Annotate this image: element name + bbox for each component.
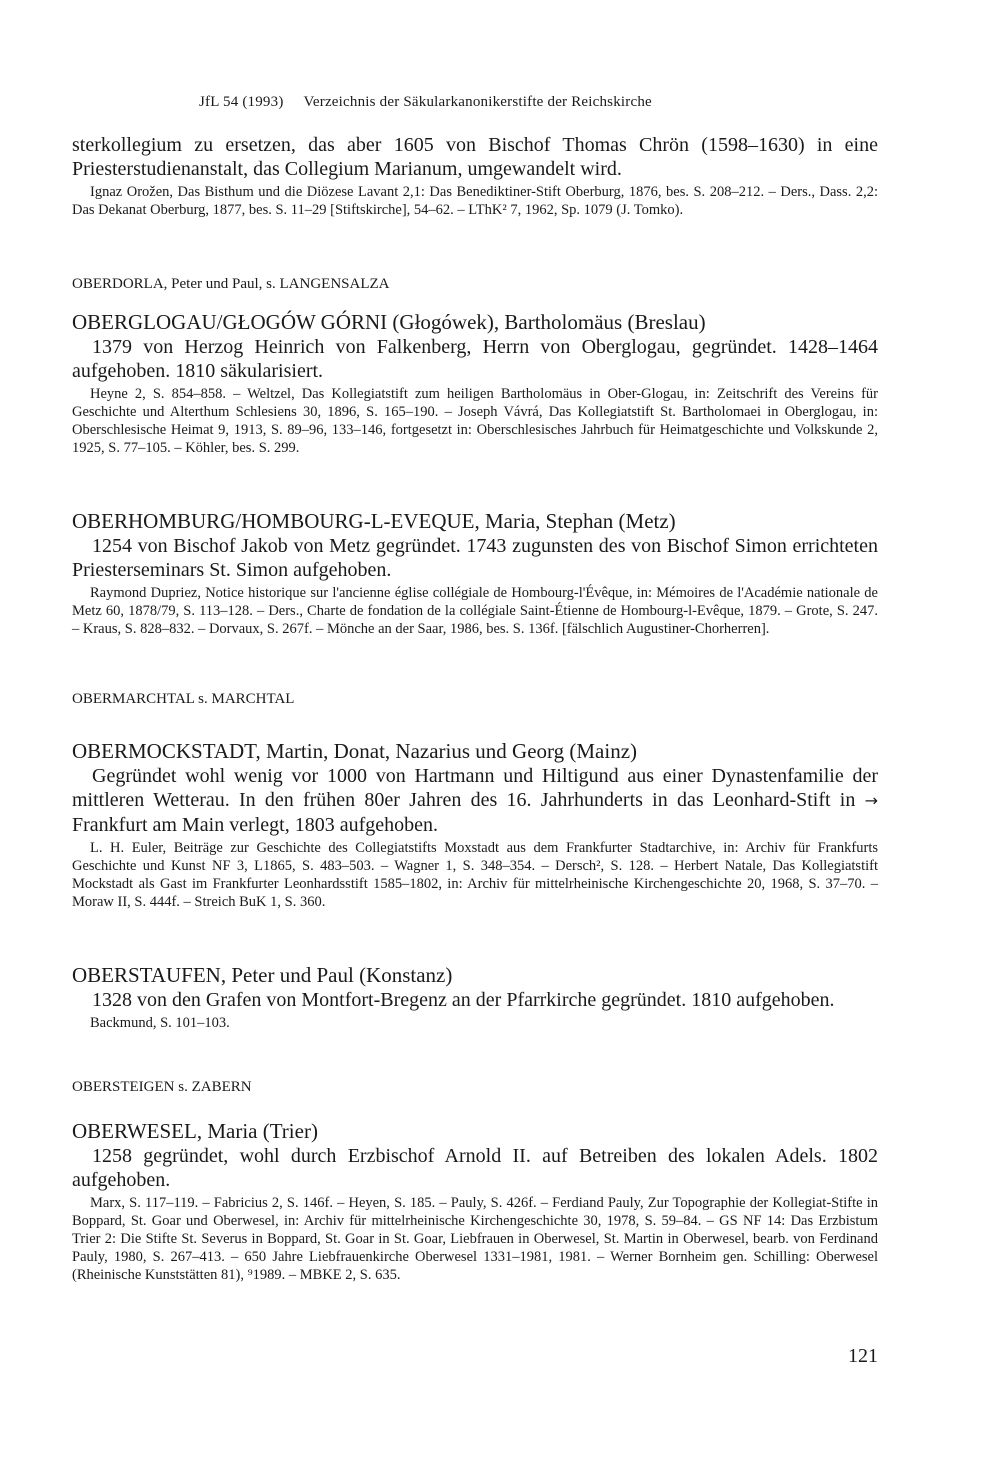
entry-obermockstadt (72, 738, 878, 911)
entry-literature: Marx, S. 117–119. – Fabricius 2, S. 146f. – Heyen, S. 185. – Pauly, S. 426f. – Ferdiand Pauly, Zur Topographie der Kollegiat-Stifte in Boppard, St. Goar und Oberwesel, in: Archiv für mittelrheinische Kirchengeschichte 30, 1978, S. 59–84. – GS NF 14: Das Erzbistum Trier 2: Die Stifte St. Severus in Boppard, St. Goar in St. Goar, Liebfrauen in Oberwesel, St. Martin in Oberwesel, bearb. von Ferdinand Pauly, 1980, S. 267–413. – 650 Jahre Liebfrauenkirche Oberwesel 1331–1981, 1981. – Werner Bornheim gen. Schilling: Oberwesel (Rheinische Kunststätten 81), ⁹1989. – MBKE 2, S. 635. (72, 1195, 878, 1283)
journal-citation: JfL 54 (1993) (199, 94, 284, 110)
entry-oberhomburg (72, 508, 878, 638)
entry-body-text: Frankfurt am Main verlegt, 1803 aufgehoben. (72, 814, 439, 836)
entry-heading: OBERMOCKSTADT, Martin, Donat, Nazarius und Georg (Mainz) (72, 739, 638, 763)
entry-oberglogau (72, 309, 878, 457)
crossref-oberdorla: OBERDORLA, Peter und Paul, s. LANGENSALZA (72, 276, 390, 292)
entry-oberwesel (72, 1118, 878, 1284)
entry-body: 1258 gegründet, wohl durch Erzbischof Arnold II. auf Betreiben des lokalen Adels. 1802 aufgehoben. (72, 1145, 878, 1191)
crossref-obersteigen: OBERSTEIGEN s. ZABERN (72, 1079, 252, 1095)
entry-literature: Raymond Dupriez, Notice historique sur l'ancienne église collégiale de Hombourg-l'Évêque, in: Mémoires de l'Académie nationale de Metz 60, 1878/79, S. 113–128. – Ders., Charte de fondation de la collégiale Saint-Étienne de Hombourg-l-Evêque, 1879. – Grote, S. 247. – Kraus, S. 828–832. – Dorvaux, S. 267f. – Mönche an der Saar, 1986, bes. S. 136f. [fälschlich Augustiner-Chorherren]. (72, 585, 878, 637)
page-number: 121 (848, 1345, 878, 1367)
entry-heading: OBERGLOGAU/GŁOGÓW GÓRNI (Głogówek), Bartholomäus (Breslau) (72, 310, 706, 334)
entry-literature: L. H. Euler, Beiträge zur Geschichte des Collegiatstifts Moxstadt aus dem Frankfurter Stadtarchive, in: Archiv für Frankfurts Geschichte und Kunst NF 3, L1865, S. 483–503. – Wagner 1, S. 348–354. – Dersch², S. 128. – Herbert Natale, Das Kollegiatstift Mockstadt als Gast im Frankfurter Leonhardsstift 1585–1802, in: Archiv für mittelrheinische Kirchengeschichte 20, 1968, S. 37–70. – Moraw II, S. 444f. – Streich BuK 1, S. 360. (72, 840, 878, 910)
entry-body-text: Gegründet wohl wenig vor 1000 von Hartmann und Hiltigund aus einer Dynastenfamilie der mittleren Wetterau. In den frühen 80er Jahren des 16. Jahrhunderts in das Leonhard-Stift in (72, 765, 878, 811)
continuation-literature: Ignaz Orožen, Das Bisthum und die Diözese Lavant 2,1: Das Benediktiner-Stift Oberburg, 1876, bes. S. 208–212. – Ders., Dass. 2,2: Das Dekanat Oberburg, 1877, bes. S. 11–29 [Stiftskirche], 54–62. – LThK² 7, 1962, Sp. 1079 (J. Tomko). (72, 184, 878, 218)
running-title: Verzeichnis der Säkularkanonikerstifte der Reichskirche (303, 94, 652, 110)
arrow-right-icon: → (864, 791, 879, 810)
running-header (199, 94, 652, 111)
entry-oberstaufen (72, 962, 878, 1032)
entry-literature: Heyne 2, S. 854–858. – Weltzel, Das Kollegiatstift zum heiligen Bartholomäus in Ober-Glogau, in: Zeitschrift des Vereins für Geschichte und Alterthum Schlesiens 30, 1896, S. 165–190. – Joseph Vávrá, Das Kollegiatstift St. Bartholomaei in Oberglogau, in: Oberschlesische Heimat 9, 1913, S. 89–96, 133–146, fortgesetzt in: Oberschlesisches Jahrbuch für Heimatgeschichte und Volkskunde 2, 1925, S. 77–105. – Köhler, bes. S. 299. (72, 386, 878, 456)
entry-body: 1254 von Bischof Jakob von Metz gegründet. 1743 zugunsten des von Bischof Simon errichteten Priesterseminars St. Simon aufgehoben. (72, 535, 878, 581)
entry-heading: OBERSTAUFEN, Peter und Paul (Konstanz) (72, 963, 453, 987)
entry-heading: OBERWESEL, Maria (Trier) (72, 1119, 318, 1143)
entry-literature: Backmund, S. 101–103. (90, 1015, 230, 1031)
continuation-text: sterkollegium zu ersetzen, das aber 1605 von Bischof Thomas Chrön (1598–1630) in eine Priesterstudienanstalt, das Collegium Marianum, umgewandelt wird. (72, 134, 878, 180)
entry-heading: OBERHOMBURG/HOMBOURG-L-EVEQUE, Maria, Stephan (Metz) (72, 509, 676, 533)
entry-body (72, 764, 878, 837)
crossref-obermarchtal: OBERMARCHTAL s. MARCHTAL (72, 691, 295, 707)
continuation-block (72, 133, 878, 219)
entry-body: 1328 von den Grafen von Montfort-Bregenz an der Pfarrkirche gegründet. 1810 aufgehoben. (92, 989, 835, 1011)
entry-body: 1379 von Herzog Heinrich von Falkenberg, Herrn von Oberglogau, gegründet. 1428–1464 aufgehoben. 1810 säkularisiert. (72, 336, 878, 382)
